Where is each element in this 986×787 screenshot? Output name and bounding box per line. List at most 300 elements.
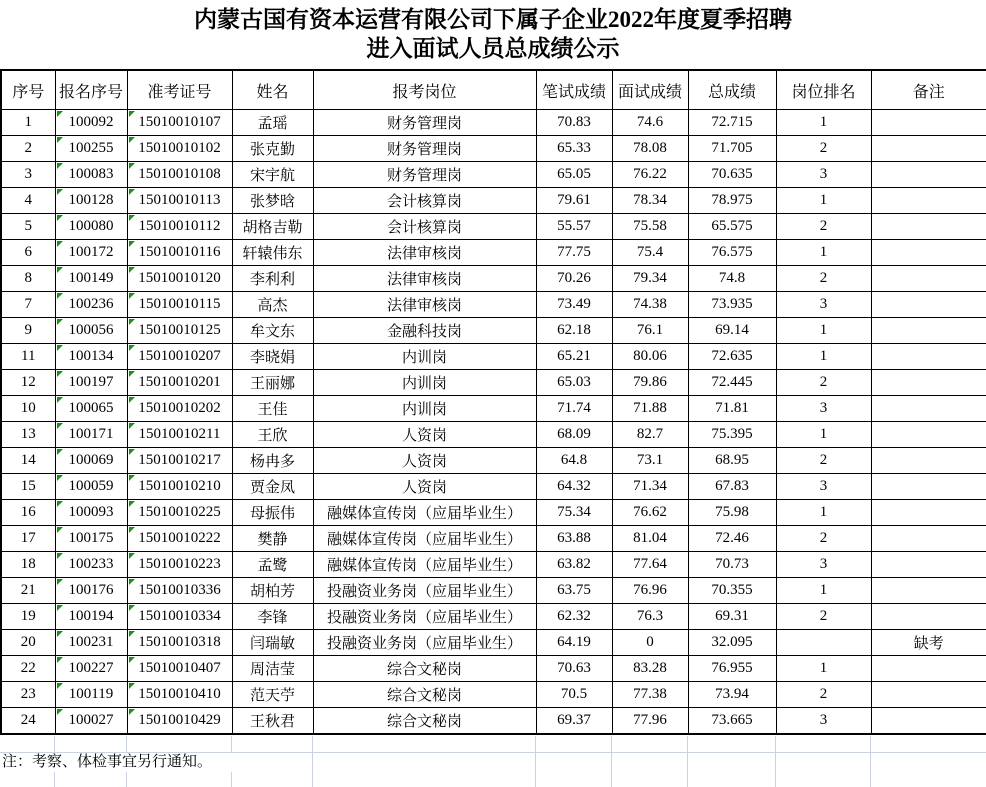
cell-ticket-no: 15010010202 (127, 396, 232, 422)
cell-written-score: 55.57 (536, 214, 612, 240)
cell-name: 高杰 (232, 292, 313, 318)
cell-registration-no: 100027 (55, 708, 127, 735)
column-header-remarks: 备注 (871, 70, 986, 110)
column-header-ticket-no: 准考证号 (127, 70, 232, 110)
cell-ticket-no: 15010010334 (127, 604, 232, 630)
cell-seq: 11 (1, 344, 55, 370)
cell-remarks (871, 240, 986, 266)
cell-seq: 19 (1, 604, 55, 630)
number-as-text-indicator-icon (57, 683, 63, 689)
cell-total-score: 70.635 (688, 162, 776, 188)
cell-ticket-no: 15010010207 (127, 344, 232, 370)
cell-name: 贾金凤 (232, 474, 313, 500)
cell-registration-no: 100175 (55, 526, 127, 552)
number-as-text-indicator-icon (57, 631, 63, 637)
cell-ticket-no: 15010010217 (127, 448, 232, 474)
cell-position: 综合文秘岗 (313, 708, 536, 735)
cell-registration-no: 100119 (55, 682, 127, 708)
cell-total-score: 68.95 (688, 448, 776, 474)
grid-line (775, 753, 776, 772)
cell-remarks (871, 552, 986, 578)
cell-total-score: 69.31 (688, 604, 776, 630)
cell-registration-no: 100065 (55, 396, 127, 422)
results-table (0, 69, 986, 735)
cell-remarks (871, 604, 986, 630)
number-as-text-indicator-icon (129, 709, 135, 715)
cell-total-score: 65.575 (688, 214, 776, 240)
cell-rank: 2 (776, 266, 871, 292)
grid-line (687, 736, 688, 752)
grid-line (687, 772, 688, 787)
grid-line (870, 753, 871, 772)
cell-interview-score: 71.34 (612, 474, 688, 500)
cell-registration-no: 100171 (55, 422, 127, 448)
grid-line (611, 772, 612, 787)
cell-interview-score: 74.6 (612, 110, 688, 136)
cell-remarks (871, 318, 986, 344)
cell-ticket-no: 15010010201 (127, 370, 232, 396)
cell-total-score: 74.8 (688, 266, 776, 292)
column-header-name: 姓名 (232, 70, 313, 110)
title-line-2: 进入面试人员总成绩公示 (366, 35, 620, 61)
cell-registration-no: 100080 (55, 214, 127, 240)
title-line-1: 内蒙古国有资本运营有限公司下属子企业2022年度夏季招聘 (194, 6, 792, 32)
cell-written-score: 62.32 (536, 604, 612, 630)
table-row (1, 422, 986, 448)
cell-rank: 2 (776, 370, 871, 396)
cell-ticket-no: 15010010125 (127, 318, 232, 344)
number-as-text-indicator-icon (129, 241, 135, 247)
cell-name: 王秋君 (232, 708, 313, 735)
cell-interview-score: 82.7 (612, 422, 688, 448)
cell-remarks (871, 474, 986, 500)
cell-written-score: 63.82 (536, 552, 612, 578)
table-row (1, 136, 986, 162)
cell-registration-no: 100227 (55, 656, 127, 682)
cell-interview-score: 71.88 (612, 396, 688, 422)
cell-position: 人资岗 (313, 448, 536, 474)
cell-rank: 1 (776, 188, 871, 214)
cell-ticket-no: 15010010410 (127, 682, 232, 708)
cell-total-score: 72.46 (688, 526, 776, 552)
number-as-text-indicator-icon (129, 137, 135, 143)
cell-ticket-no: 15010010113 (127, 188, 232, 214)
cell-position: 人资岗 (313, 422, 536, 448)
grid-line (126, 736, 127, 752)
cell-written-score: 70.83 (536, 110, 612, 136)
cell-name: 宋宇航 (232, 162, 313, 188)
table-row (1, 344, 986, 370)
cell-position: 综合文秘岗 (313, 682, 536, 708)
cell-rank: 3 (776, 708, 871, 735)
grid-line (126, 772, 127, 787)
number-as-text-indicator-icon (129, 345, 135, 351)
cell-interview-score: 74.38 (612, 292, 688, 318)
grid-line (312, 753, 313, 772)
table-row (1, 370, 986, 396)
cell-total-score: 73.935 (688, 292, 776, 318)
number-as-text-indicator-icon (57, 293, 63, 299)
cell-position: 内训岗 (313, 370, 536, 396)
cell-rank: 1 (776, 578, 871, 604)
cell-remarks (871, 656, 986, 682)
column-header-seq: 序号 (1, 70, 55, 110)
number-as-text-indicator-icon (57, 371, 63, 377)
number-as-text-indicator-icon (57, 319, 63, 325)
cell-registration-no: 100069 (55, 448, 127, 474)
cell-name: 轩辕伟东 (232, 240, 313, 266)
cell-written-score: 79.61 (536, 188, 612, 214)
cell-written-score: 65.05 (536, 162, 612, 188)
cell-total-score: 72.635 (688, 344, 776, 370)
cell-position: 融媒体宣传岗（应届毕业生） (313, 552, 536, 578)
cell-seq: 6 (1, 240, 55, 266)
cell-ticket-no: 15010010407 (127, 656, 232, 682)
cell-seq: 4 (1, 188, 55, 214)
number-as-text-indicator-icon (129, 163, 135, 169)
cell-ticket-no: 15010010102 (127, 136, 232, 162)
cell-total-score: 72.445 (688, 370, 776, 396)
cell-written-score: 64.32 (536, 474, 612, 500)
cell-total-score: 71.81 (688, 396, 776, 422)
column-header-rank: 岗位排名 (776, 70, 871, 110)
number-as-text-indicator-icon (57, 241, 63, 247)
cell-name: 母振伟 (232, 500, 313, 526)
cell-interview-score: 76.3 (612, 604, 688, 630)
cell-seq: 24 (1, 708, 55, 735)
cell-written-score: 64.19 (536, 630, 612, 656)
table-row (1, 708, 986, 735)
cell-remarks (871, 162, 986, 188)
cell-total-score: 76.575 (688, 240, 776, 266)
cell-rank: 3 (776, 552, 871, 578)
number-as-text-indicator-icon (129, 215, 135, 221)
cell-rank: 1 (776, 656, 871, 682)
table-row (1, 526, 986, 552)
grid-line (535, 753, 536, 772)
cell-total-score: 69.14 (688, 318, 776, 344)
cell-remarks (871, 396, 986, 422)
number-as-text-indicator-icon (57, 397, 63, 403)
cell-ticket-no: 15010010222 (127, 526, 232, 552)
grid-line (775, 772, 776, 787)
cell-position: 投融资业务岗（应届毕业生） (313, 604, 536, 630)
grid-line (775, 736, 776, 752)
number-as-text-indicator-icon (129, 319, 135, 325)
cell-rank (776, 630, 871, 656)
cell-registration-no: 100233 (55, 552, 127, 578)
header-row (1, 70, 986, 110)
number-as-text-indicator-icon (57, 345, 63, 351)
cell-written-score: 62.18 (536, 318, 612, 344)
cell-interview-score: 75.4 (612, 240, 688, 266)
table-row (1, 448, 986, 474)
cell-name: 牟文东 (232, 318, 313, 344)
column-header-interview-score: 面试成绩 (612, 70, 688, 110)
number-as-text-indicator-icon (129, 527, 135, 533)
cell-total-score: 75.395 (688, 422, 776, 448)
cell-registration-no: 100092 (55, 110, 127, 136)
cell-total-score: 73.94 (688, 682, 776, 708)
cell-interview-score: 75.58 (612, 214, 688, 240)
number-as-text-indicator-icon (57, 657, 63, 663)
cell-ticket-no: 15010010108 (127, 162, 232, 188)
cell-ticket-no: 15010010107 (127, 110, 232, 136)
cell-name: 李锋 (232, 604, 313, 630)
number-as-text-indicator-icon (129, 683, 135, 689)
column-header-position: 报考岗位 (313, 70, 536, 110)
number-as-text-indicator-icon (57, 709, 63, 715)
grid-line (312, 736, 313, 752)
cell-name: 周洁莹 (232, 656, 313, 682)
cell-interview-score: 76.96 (612, 578, 688, 604)
table-row (1, 292, 986, 318)
grid-line (54, 772, 55, 787)
number-as-text-indicator-icon (57, 189, 63, 195)
cell-name: 李利利 (232, 266, 313, 292)
number-as-text-indicator-icon (57, 423, 63, 429)
cell-remarks (871, 344, 986, 370)
cell-remarks (871, 110, 986, 136)
spreadsheet-grid-strip (0, 736, 986, 752)
cell-interview-score: 79.34 (612, 266, 688, 292)
cell-name: 胡格吉勒 (232, 214, 313, 240)
cell-remarks (871, 448, 986, 474)
cell-interview-score: 76.62 (612, 500, 688, 526)
number-as-text-indicator-icon (57, 267, 63, 273)
cell-rank: 2 (776, 448, 871, 474)
grid-line (312, 772, 313, 787)
number-as-text-indicator-icon (57, 501, 63, 507)
cell-written-score: 68.09 (536, 422, 612, 448)
cell-seq: 17 (1, 526, 55, 552)
cell-written-score: 63.88 (536, 526, 612, 552)
cell-seq: 1 (1, 110, 55, 136)
cell-position: 融媒体宣传岗（应届毕业生） (313, 500, 536, 526)
cell-registration-no: 100149 (55, 266, 127, 292)
cell-ticket-no: 15010010116 (127, 240, 232, 266)
cell-seq: 16 (1, 500, 55, 526)
cell-registration-no: 100128 (55, 188, 127, 214)
number-as-text-indicator-icon (129, 293, 135, 299)
grid-line (231, 772, 232, 787)
cell-name: 闫瑞敏 (232, 630, 313, 656)
cell-registration-no: 100236 (55, 292, 127, 318)
column-header-registration-no: 报名序号 (55, 70, 127, 110)
cell-total-score: 76.955 (688, 656, 776, 682)
cell-remarks: 缺考 (871, 630, 986, 656)
cell-total-score: 75.98 (688, 500, 776, 526)
number-as-text-indicator-icon (57, 163, 63, 169)
cell-rank: 3 (776, 292, 871, 318)
cell-interview-score: 81.04 (612, 526, 688, 552)
number-as-text-indicator-icon (57, 475, 63, 481)
cell-total-score: 73.665 (688, 708, 776, 735)
number-as-text-indicator-icon (57, 553, 63, 559)
table-row (1, 110, 986, 136)
cell-interview-score: 0 (612, 630, 688, 656)
cell-ticket-no: 15010010429 (127, 708, 232, 735)
cell-name: 孟瑶 (232, 110, 313, 136)
cell-rank: 1 (776, 110, 871, 136)
cell-position: 内训岗 (313, 396, 536, 422)
table-row (1, 318, 986, 344)
number-as-text-indicator-icon (129, 605, 135, 611)
cell-written-score: 70.5 (536, 682, 612, 708)
cell-position: 人资岗 (313, 474, 536, 500)
cell-position: 会计核算岗 (313, 214, 536, 240)
cell-name: 王丽娜 (232, 370, 313, 396)
cell-position: 综合文秘岗 (313, 656, 536, 682)
cell-name: 杨冉多 (232, 448, 313, 474)
table-row (1, 578, 986, 604)
cell-position: 财务管理岗 (313, 136, 536, 162)
cell-written-score: 64.8 (536, 448, 612, 474)
spreadsheet-grid-strip (0, 772, 986, 787)
table-row (1, 396, 986, 422)
cell-total-score: 78.975 (688, 188, 776, 214)
cell-position: 会计核算岗 (313, 188, 536, 214)
table-row (1, 188, 986, 214)
cell-rank: 3 (776, 162, 871, 188)
number-as-text-indicator-icon (129, 501, 135, 507)
cell-written-score: 77.75 (536, 240, 612, 266)
page-title (0, 0, 986, 69)
grid-line (535, 772, 536, 787)
cell-total-score: 70.73 (688, 552, 776, 578)
cell-remarks (871, 500, 986, 526)
cell-interview-score: 78.34 (612, 188, 688, 214)
cell-interview-score: 78.08 (612, 136, 688, 162)
table-row (1, 630, 986, 656)
number-as-text-indicator-icon (129, 579, 135, 585)
cell-seq: 2 (1, 136, 55, 162)
table-row (1, 500, 986, 526)
table-row (1, 240, 986, 266)
cell-registration-no: 100194 (55, 604, 127, 630)
cell-registration-no: 100056 (55, 318, 127, 344)
cell-name: 王佳 (232, 396, 313, 422)
cell-written-score: 75.34 (536, 500, 612, 526)
column-header-total-score: 总成绩 (688, 70, 776, 110)
cell-seq: 10 (1, 396, 55, 422)
cell-interview-score: 76.1 (612, 318, 688, 344)
cell-name: 张克勤 (232, 136, 313, 162)
number-as-text-indicator-icon (129, 371, 135, 377)
cell-seq: 5 (1, 214, 55, 240)
cell-written-score: 63.75 (536, 578, 612, 604)
table-row (1, 162, 986, 188)
cell-seq: 9 (1, 318, 55, 344)
cell-seq: 22 (1, 656, 55, 682)
cell-position: 融媒体宣传岗（应届毕业生） (313, 526, 536, 552)
cell-ticket-no: 15010010225 (127, 500, 232, 526)
cell-rank: 1 (776, 500, 871, 526)
number-as-text-indicator-icon (129, 553, 135, 559)
cell-rank: 3 (776, 396, 871, 422)
cell-rank: 2 (776, 682, 871, 708)
cell-seq: 23 (1, 682, 55, 708)
cell-ticket-no: 15010010336 (127, 578, 232, 604)
cell-total-score: 70.355 (688, 578, 776, 604)
cell-seq: 3 (1, 162, 55, 188)
cell-total-score: 67.83 (688, 474, 776, 500)
number-as-text-indicator-icon (129, 631, 135, 637)
number-as-text-indicator-icon (129, 475, 135, 481)
cell-remarks (871, 266, 986, 292)
cell-position: 投融资业务岗（应届毕业生） (313, 630, 536, 656)
cell-remarks (871, 214, 986, 240)
cell-name: 孟鹭 (232, 552, 313, 578)
cell-name: 胡柏芳 (232, 578, 313, 604)
cell-rank: 1 (776, 240, 871, 266)
table-row (1, 656, 986, 682)
grid-line (870, 736, 871, 752)
cell-seq: 18 (1, 552, 55, 578)
grid-line (231, 736, 232, 752)
table-row (1, 474, 986, 500)
footnote-text: 注：考察、体检事宜另行通知。 (2, 754, 213, 770)
cell-rank: 2 (776, 604, 871, 630)
cell-rank: 1 (776, 318, 871, 344)
cell-written-score: 73.49 (536, 292, 612, 318)
cell-total-score: 71.705 (688, 136, 776, 162)
number-as-text-indicator-icon (57, 215, 63, 221)
cell-position: 金融科技岗 (313, 318, 536, 344)
cell-position: 法律审核岗 (313, 292, 536, 318)
cell-remarks (871, 292, 986, 318)
cell-seq: 21 (1, 578, 55, 604)
cell-rank: 2 (776, 526, 871, 552)
number-as-text-indicator-icon (57, 527, 63, 533)
cell-registration-no: 100134 (55, 344, 127, 370)
cell-interview-score: 77.38 (612, 682, 688, 708)
number-as-text-indicator-icon (57, 137, 63, 143)
cell-remarks (871, 578, 986, 604)
cell-position: 投融资业务岗（应届毕业生） (313, 578, 536, 604)
cell-remarks (871, 682, 986, 708)
cell-seq: 20 (1, 630, 55, 656)
cell-written-score: 65.21 (536, 344, 612, 370)
number-as-text-indicator-icon (129, 449, 135, 455)
cell-position: 财务管理岗 (313, 110, 536, 136)
grid-line (54, 736, 55, 752)
cell-name: 王欣 (232, 422, 313, 448)
cell-written-score: 70.26 (536, 266, 612, 292)
cell-seq: 8 (1, 266, 55, 292)
grid-line (870, 772, 871, 787)
cell-position: 财务管理岗 (313, 162, 536, 188)
number-as-text-indicator-icon (129, 267, 135, 273)
cell-written-score: 65.03 (536, 370, 612, 396)
column-header-written-score: 笔试成绩 (536, 70, 612, 110)
cell-registration-no: 100172 (55, 240, 127, 266)
cell-ticket-no: 15010010318 (127, 630, 232, 656)
cell-name: 李晓娟 (232, 344, 313, 370)
grid-line (611, 736, 612, 752)
cell-ticket-no: 15010010210 (127, 474, 232, 500)
cell-interview-score: 77.96 (612, 708, 688, 735)
cell-total-score: 32.095 (688, 630, 776, 656)
cell-position: 内训岗 (313, 344, 536, 370)
grid-line (535, 736, 536, 752)
cell-interview-score: 79.86 (612, 370, 688, 396)
cell-interview-score: 73.1 (612, 448, 688, 474)
cell-ticket-no: 15010010112 (127, 214, 232, 240)
footnote-row (0, 752, 986, 773)
cell-registration-no: 100083 (55, 162, 127, 188)
cell-rank: 2 (776, 136, 871, 162)
